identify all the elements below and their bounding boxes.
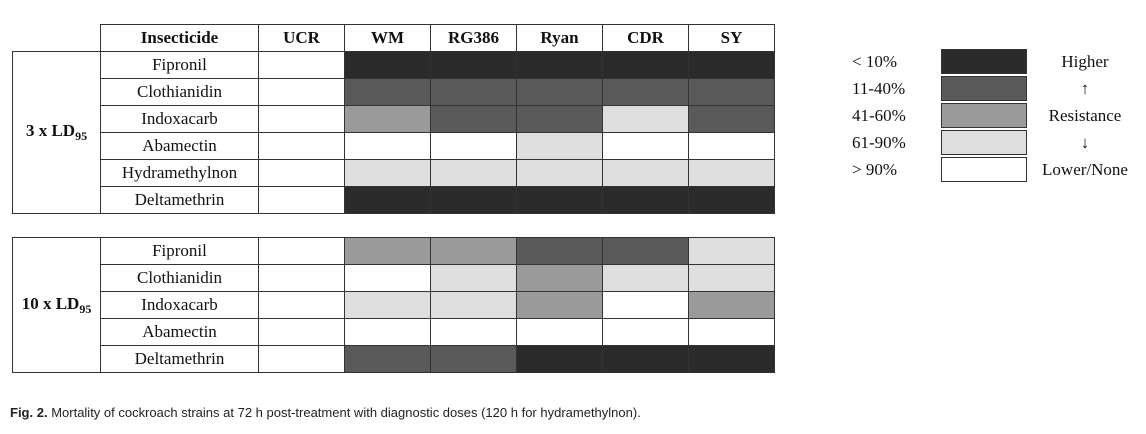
heatmap-cell — [517, 238, 603, 265]
heatmap-cell — [603, 133, 689, 160]
heatmap-table-3x — [12, 24, 775, 214]
insecticide-name: Clothianidin — [101, 79, 259, 106]
legend-swatch — [941, 76, 1027, 101]
heatmap-cell — [689, 106, 775, 133]
heatmap-cell — [689, 52, 775, 79]
legend-text: Lower/None — [1042, 160, 1128, 179]
heatmap-cell — [259, 292, 345, 319]
heatmap-cell — [259, 238, 345, 265]
table-row — [13, 106, 775, 133]
insecticide-name: Indoxacarb — [101, 106, 259, 133]
legend-item — [852, 76, 1142, 102]
figure-caption — [10, 405, 641, 420]
heatmap-cell — [517, 79, 603, 106]
heatmap-cell — [431, 52, 517, 79]
heatmap-cell — [431, 292, 517, 319]
insecticide-name: Deltamethrin — [101, 187, 259, 214]
heatmap-cell — [517, 319, 603, 346]
heatmap-cell — [431, 79, 517, 106]
heatmap-cell — [259, 160, 345, 187]
heatmap-cell — [345, 292, 431, 319]
insecticide-name: Deltamethrin — [101, 346, 259, 373]
heatmap-cell — [345, 187, 431, 214]
header-strain: SY — [689, 25, 775, 52]
header-strain: UCR — [259, 25, 345, 52]
heatmap-cell — [689, 292, 775, 319]
heatmap-cell — [345, 346, 431, 373]
heatmap-cell — [603, 52, 689, 79]
heatmap-cell — [689, 187, 775, 214]
heatmap-cell — [345, 79, 431, 106]
heatmap-cell — [603, 106, 689, 133]
dose-label — [13, 238, 101, 373]
table-row — [13, 52, 775, 79]
heatmap-cell — [259, 52, 345, 79]
legend-arrow-down: ↓ — [1080, 133, 1090, 152]
heatmap-cell — [517, 187, 603, 214]
heatmap-cell — [345, 160, 431, 187]
heatmap-cell — [517, 133, 603, 160]
heatmap-cell — [517, 292, 603, 319]
legend-label: > 90% — [852, 160, 897, 179]
legend-label: < 10% — [852, 52, 897, 71]
header-corner — [13, 25, 101, 52]
heatmap-cell — [689, 319, 775, 346]
insecticide-name: Hydramethylnon — [101, 160, 259, 187]
header-insecticide: Insecticide — [101, 25, 259, 52]
table-row — [13, 160, 775, 187]
heatmap-cell — [259, 187, 345, 214]
legend-label: 61-90% — [852, 133, 906, 152]
heatmap-cell — [431, 133, 517, 160]
table-row — [13, 187, 775, 214]
heatmap-cell — [517, 160, 603, 187]
heatmap-cell — [689, 238, 775, 265]
heatmap-cell — [431, 319, 517, 346]
dose-subscript: 95 — [75, 129, 88, 143]
heatmap-cell — [259, 346, 345, 373]
heatmap-cell — [259, 265, 345, 292]
legend-swatch — [941, 49, 1027, 74]
legend-item — [852, 130, 1142, 156]
heatmap-cell — [345, 133, 431, 160]
heatmap-cell — [431, 160, 517, 187]
table-row — [13, 319, 775, 346]
insecticide-name: Fipronil — [101, 52, 259, 79]
panel-body — [13, 52, 775, 214]
dose-label — [13, 52, 101, 214]
header-strain: WM — [345, 25, 431, 52]
heatmap-cell — [517, 52, 603, 79]
dose-text: 3 x LD — [25, 121, 76, 140]
heatmap-cell — [431, 187, 517, 214]
insecticide-name: Abamectin — [101, 319, 259, 346]
legend-swatch — [941, 130, 1027, 155]
legend-item — [852, 103, 1142, 129]
panel-body — [13, 238, 775, 373]
heatmap-cell — [689, 133, 775, 160]
heatmap-cell — [689, 160, 775, 187]
dose-subscript: 95 — [79, 301, 92, 316]
heatmap-cell — [259, 106, 345, 133]
heatmap-cell — [689, 79, 775, 106]
legend-item — [852, 157, 1142, 183]
heatmap-cell — [431, 265, 517, 292]
table-row — [13, 292, 775, 319]
table-row — [13, 238, 775, 265]
legend-text: Higher — [1061, 52, 1109, 71]
heatmap-cell — [603, 238, 689, 265]
legend-item — [852, 49, 1142, 75]
heatmap-table-10x — [12, 237, 775, 373]
heatmap-cell — [603, 187, 689, 214]
insecticide-name: Clothianidin — [101, 265, 259, 292]
legend-swatch — [941, 157, 1027, 182]
insecticide-name: Fipronil — [101, 238, 259, 265]
legend-swatch — [941, 103, 1027, 128]
dose-text: 10 x LD — [21, 293, 80, 313]
heatmap-cell — [689, 265, 775, 292]
legend-text: Resistance — [1048, 106, 1122, 125]
heatmap-cell — [517, 106, 603, 133]
heatmap-cell — [603, 292, 689, 319]
legend-label: 41-60% — [852, 106, 906, 125]
header-strain: CDR — [603, 25, 689, 52]
legend-label: 11-40% — [852, 79, 906, 98]
caption-text: Mortality of cockroach strains at 72 h post-treatment with diagnostic doses (120 h for hydramethylnon). — [51, 405, 641, 420]
heatmap-cell — [431, 346, 517, 373]
heatmap-cell — [603, 319, 689, 346]
table-row — [13, 265, 775, 292]
table-row — [13, 346, 775, 373]
table-row — [13, 79, 775, 106]
legend-arrow-up: ↑ — [1080, 79, 1090, 98]
heatmap-cell — [603, 160, 689, 187]
heatmap-cell — [259, 319, 345, 346]
heatmap-cell — [345, 319, 431, 346]
table-row — [13, 133, 775, 160]
heatmap-cell — [603, 265, 689, 292]
header-row — [13, 25, 775, 52]
heatmap-cell — [259, 79, 345, 106]
heatmap-cell — [517, 346, 603, 373]
heatmap-cell — [345, 106, 431, 133]
heatmap-cell — [603, 79, 689, 106]
header-strain: Ryan — [517, 25, 603, 52]
caption-prefix: Fig. 2. — [10, 405, 48, 420]
heatmap-cell — [689, 346, 775, 373]
heatmap-cell — [259, 133, 345, 160]
insecticide-name: Abamectin — [101, 133, 259, 160]
heatmap-cell — [517, 265, 603, 292]
heatmap-cell — [345, 265, 431, 292]
heatmap-cell — [345, 238, 431, 265]
header-strain: RG386 — [431, 25, 517, 52]
heatmap-cell — [603, 346, 689, 373]
heatmap-cell — [345, 52, 431, 79]
heatmap-cell — [431, 238, 517, 265]
heatmap-cell — [431, 106, 517, 133]
insecticide-name: Indoxacarb — [101, 292, 259, 319]
